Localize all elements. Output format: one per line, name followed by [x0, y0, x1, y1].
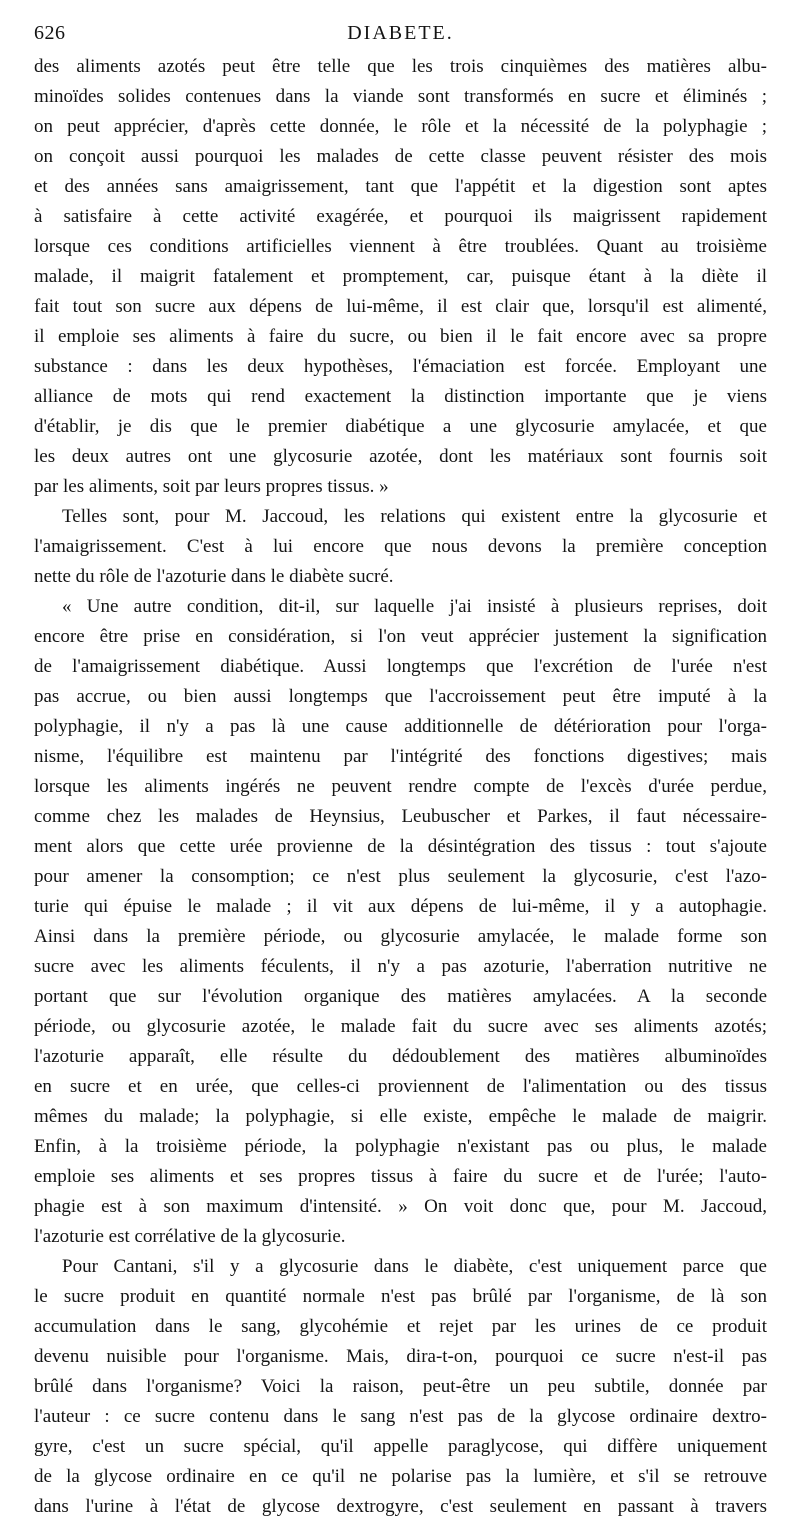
text-line: on conçoit aussi pourquoi les malades de cette classe peuvent résister des mois — [34, 146, 767, 167]
text-line: mêmes du malade; la polyphagie, si elle existe, empêche le malade de maigrir. — [34, 1106, 767, 1127]
text-line: brûlé dans l'organisme? Voici la raison, peut-être un peu subtile, donnée par — [34, 1376, 767, 1397]
text-line: les deux autres ont une glycosurie azotée, dont les matériaux sont fournis soit — [34, 446, 767, 467]
text-line: « Une autre condition, dit-il, sur laquelle j'ai insisté à plusieurs reprises, doit — [62, 596, 767, 617]
text-line: de la glycose ordinaire en ce qu'il ne polarise pas la lumière, et s'il se retrouve — [34, 1466, 767, 1487]
text-line: portant que sur l'évolution organique des matières amylacées. A la seconde — [34, 986, 767, 1007]
text-line: d'établir, je dis que le premier diabétique a une glycosurie amylacée, et que — [34, 416, 767, 437]
text-line: alliance de mots qui rend exactement la distinction importante que je viens — [34, 386, 767, 407]
text-line: Pour Cantani, s'il y a glycosurie dans le diabète, c'est uniquement parce que — [62, 1256, 767, 1277]
text-line: l'amaigrissement. C'est à lui encore que nous devons la première conception — [34, 536, 767, 557]
text-line: emploie ses aliments et ses propres tissus à faire du sucre et de l'urée; l'auto- — [34, 1166, 767, 1187]
text-line: substance : dans les deux hypothèses, l'émaciation est forcée. Employant une — [34, 356, 767, 377]
text-line: des aliments azotés peut être telle que les trois cinquièmes des matières albu- — [34, 56, 767, 77]
text-line: lorsque ces conditions artificielles viennent à être troublées. Quant au troisième — [34, 236, 767, 257]
text-line: pas accrue, ou bien aussi longtemps que l'accroissement peut être imputé à la — [34, 686, 767, 707]
text-line: en sucre et en urée, que celles-ci proviennent de l'alimentation ou des tissus — [34, 1076, 767, 1097]
text-line: pour amener la consomption; ce n'est plus seulement la glycosurie, c'est l'azo- — [34, 866, 767, 887]
text-line: phagie est à son maximum d'intensité. » On voit donc que, pour M. Jaccoud, — [34, 1196, 767, 1217]
text-line: fait tout son sucre aux dépens de lui-même, il est clair que, lorsqu'il est alimenté, — [34, 296, 767, 317]
body-text — [34, 52, 767, 1522]
text-line: de l'amaigrissement diabétique. Aussi longtemps que l'excrétion de l'urée n'est — [34, 656, 767, 677]
page-number: 626 — [34, 22, 66, 44]
text-line: l'azoturie est corrélative de la glycosurie. — [34, 1226, 346, 1247]
text-line: lorsque les aliments ingérés ne peuvent rendre compte de l'excès d'urée perdue, — [34, 776, 767, 797]
text-line: l'azoturie apparaît, elle résulte du dédoublement des matières albuminoïdes — [34, 1046, 767, 1067]
text-line: comme chez les malades de Heynsius, Leubuscher et Parkes, il faut nécessaire- — [34, 806, 767, 827]
text-line: turie qui épuise le malade ; il vit aux dépens de lui-même, il y a autophagie. — [34, 896, 767, 917]
text-line: par les aliments, soit par leurs propres tissus. » — [34, 476, 389, 497]
text-line: minoïdes solides contenues dans la viande sont transformés en sucre et éliminés ; — [34, 86, 767, 107]
book-page — [34, 18, 767, 1522]
text-line: période, ou glycosurie azotée, le malade fait du sucre avec ses aliments azotés; — [34, 1016, 767, 1037]
text-line: le sucre produit en quantité normale n'est pas brûlé par l'organisme, de là son — [34, 1286, 767, 1307]
text-line: il emploie ses aliments à faire du sucre, ou bien il le fait encore avec sa propre — [34, 326, 767, 347]
text-line: ment alors que cette urée provienne de la désintégration des tissus : tout s'ajoute — [34, 836, 767, 857]
text-line: dans l'urine à l'état de glycose dextrogyre, c'est seulement en passant à travers — [34, 1496, 767, 1517]
text-line: Enfin, à la troisième période, la polyphagie n'existant pas ou plus, le malade — [34, 1136, 767, 1157]
text-line: gyre, c'est un sucre spécial, qu'il appelle paraglycose, qui diffère uniquement — [34, 1436, 767, 1457]
text-line: accumulation dans le sang, glycohémie et rejet par les urines de ce produit — [34, 1316, 767, 1337]
running-title: DIABETE. — [347, 22, 454, 44]
text-line: sucre avec les aliments féculents, il n'y a pas azoturie, l'aberration nutritive ne — [34, 956, 767, 977]
text-line: polyphagie, il n'y a pas là une cause additionnelle de détérioration pour l'orga- — [34, 716, 767, 737]
text-line: nisme, l'équilibre est maintenu par l'intégrité des fonctions digestives; mais — [34, 746, 767, 767]
text-line: et des années sans amaigrissement, tant que l'appétit et la digestion sont aptes — [34, 176, 767, 197]
text-line: on peut apprécier, d'après cette donnée, le rôle et la nécessité de la polyphagie ; — [34, 116, 767, 137]
text-line: l'auteur : ce sucre contenu dans le sang n'est pas de la glycose ordinaire dextro- — [34, 1406, 767, 1427]
page-header — [34, 18, 767, 48]
text-line: malade, il maigrit fatalement et promptement, car, puisque étant à la diète il — [34, 266, 767, 287]
text-line: devenu nuisible pour l'organisme. Mais, dira-t-on, pourquoi ce sucre n'est-il pas — [34, 1346, 767, 1367]
text-line: encore être prise en considération, si l'on veut apprécier justement la signification — [34, 626, 767, 647]
text-line: Ainsi dans la première période, ou glycosurie amylacée, le malade forme son — [34, 926, 767, 947]
text-line: nette du rôle de l'azoturie dans le diabète sucré. — [34, 566, 394, 587]
text-line: à satisfaire à cette activité exagérée, et pourquoi ils maigrissent rapidement — [34, 206, 767, 227]
text-line: Telles sont, pour M. Jaccoud, les relations qui existent entre la glycosurie et — [62, 506, 767, 527]
